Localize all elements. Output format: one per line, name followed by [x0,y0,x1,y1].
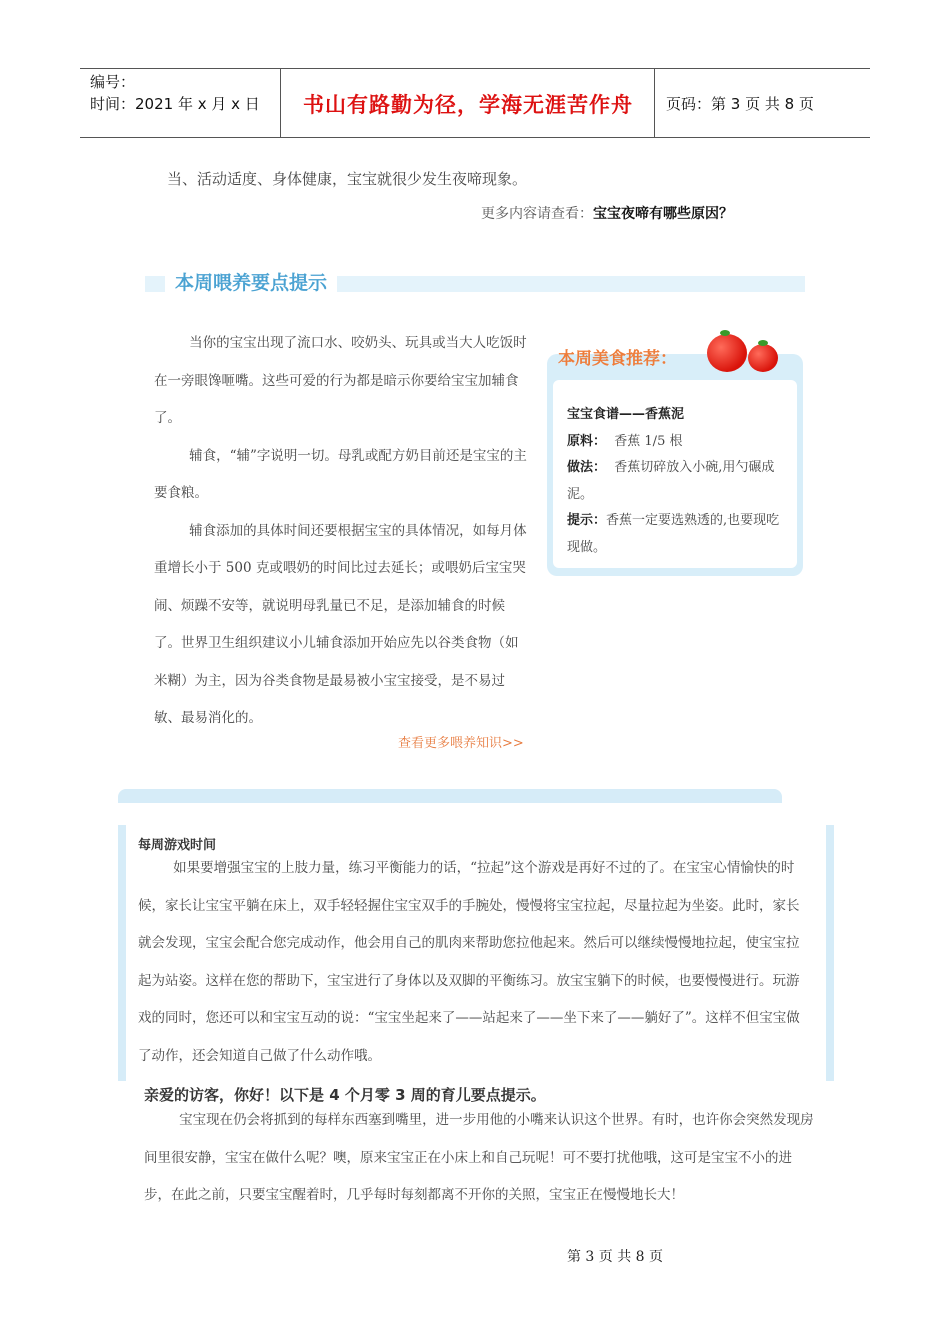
tomato-icon [748,344,778,372]
game-title: 每周游戏时间 [138,838,217,853]
tip-value: 香蕉一定要选熟透的,也要现吃现做。 [567,513,780,555]
feeding-text [154,325,528,738]
more-feeding-link[interactable]: 查看更多喂养知识>> [398,736,524,751]
page-header [80,68,870,138]
greeting-text [144,1102,814,1215]
number-label: 编号： [90,73,136,91]
recipe-card-title: 本周美食推荐： [558,349,677,369]
page-footer: 第 3 页 共 8 页 [566,1249,664,1265]
feeding-section-title: 本周喂养要点提示 [165,268,337,295]
header-divider [654,69,655,137]
game-box-top-bar [118,789,782,803]
recipe-details [567,402,792,561]
feeding-paragraph: 辅食添加的具体时间还要根据宝宝的具体情况，如每月体重增长小于 500 克或喂奶的时间比过去延长；或喂奶后宝宝哭闹、烦躁不安等，就说明母乳量已不足，是添加辅食的时候了。世界卫生组织建议小儿辅食添加开始应先以谷类食物（如米糊）为主，因为谷类食物是最易被小宝宝接受，是不易过敏、最易消化的。 [154,522,527,726]
greeting-paragraph: 宝宝现在仍会将抓到的每样东西塞到嘴里，进一步用他的小嘴来认识这个世界。有时，也许你会突然发现房间里很安静，宝宝在做什么呢？噢，原来宝宝正在小床上和自己玩呢！可不要打扰他哦，这可是宝宝不小的进步，在此之前，只要宝宝醒着时，几乎每时每刻都离不开你的关照，宝宝正在慢慢地长大！ [144,1112,814,1203]
more-content-line [481,203,733,223]
intro-line: 当、活动适度、身体健康，宝宝就很少发生夜啼现象。 [167,170,528,188]
header-page-label: 页码：第 3 页 共 8 页 [666,95,814,113]
header-motto: 书山有路勤为径，学海无涯苦作舟 [303,93,633,117]
recipe-name: 宝宝食谱——香蕉泥 [567,407,685,422]
tomato-icon [707,334,747,372]
game-paragraph: 如果要增强宝宝的上肢力量，练习平衡能力的话，“拉起”这个游戏是再好不过的了。在宝宝心情愉快的时候，家长让宝宝平躺在床上，双手轻轻握住宝宝双手的手腕处，慢慢将宝宝拉起，尽量拉起为坐姿。此时，家长就会发现，宝宝会配合您完成动作，他会用自己的肌肉来帮助您拉他起来。然后可以继续慢慢地拉起，使宝宝拉起为站姿。这样在您的帮助下，宝宝进行了身体以及双脚的平衡练习。放宝宝躺下的时候，也要慢慢进行。玩游戏的同时，您还可以和宝宝互动的说：“宝宝坐起来了——站起来了——坐下来了——躺好了”。这样不但宝宝做了动作，还会知道自己做了什么动作哦。 [138,860,800,1064]
ingredients-label: 原料： [567,433,607,449]
night-crying-link[interactable]: 宝宝夜啼有哪些原因？ [593,206,733,222]
tip-label: 提示： [567,513,607,528]
game-text [138,850,810,1075]
method-label: 做法： [567,460,607,475]
time-label: 时间：2021 年 x 月 x 日 [90,95,260,113]
feeding-paragraph: 当你的宝宝出现了流口水、咬奶头、玩具或当大人吃饭时在一旁眼馋咂嘴。这些可爱的行为都是暗示你要给宝宝加辅食了。 [154,335,527,426]
tomato-leaf-icon [720,330,730,336]
method-value: 香蕉切碎放入小碗,用勺碾成泥。 [567,460,775,502]
greeting-title: 亲爱的访客，你好！以下是 4 个月零 3 周的育儿要点提示。 [144,1086,546,1104]
header-meta [90,71,260,115]
more-prefix: 更多内容请查看： [481,206,593,222]
header-divider [280,69,281,137]
game-box-right-border [826,825,834,1081]
game-box-left-border [118,825,126,1081]
feeding-paragraph: 辅食，“辅”字说明一切。母乳或配方奶目前还是宝宝的主要食粮。 [154,447,527,501]
ingredients-value: 香蕉 1/5 根 [614,433,683,449]
tomato-leaf-icon [758,340,768,346]
